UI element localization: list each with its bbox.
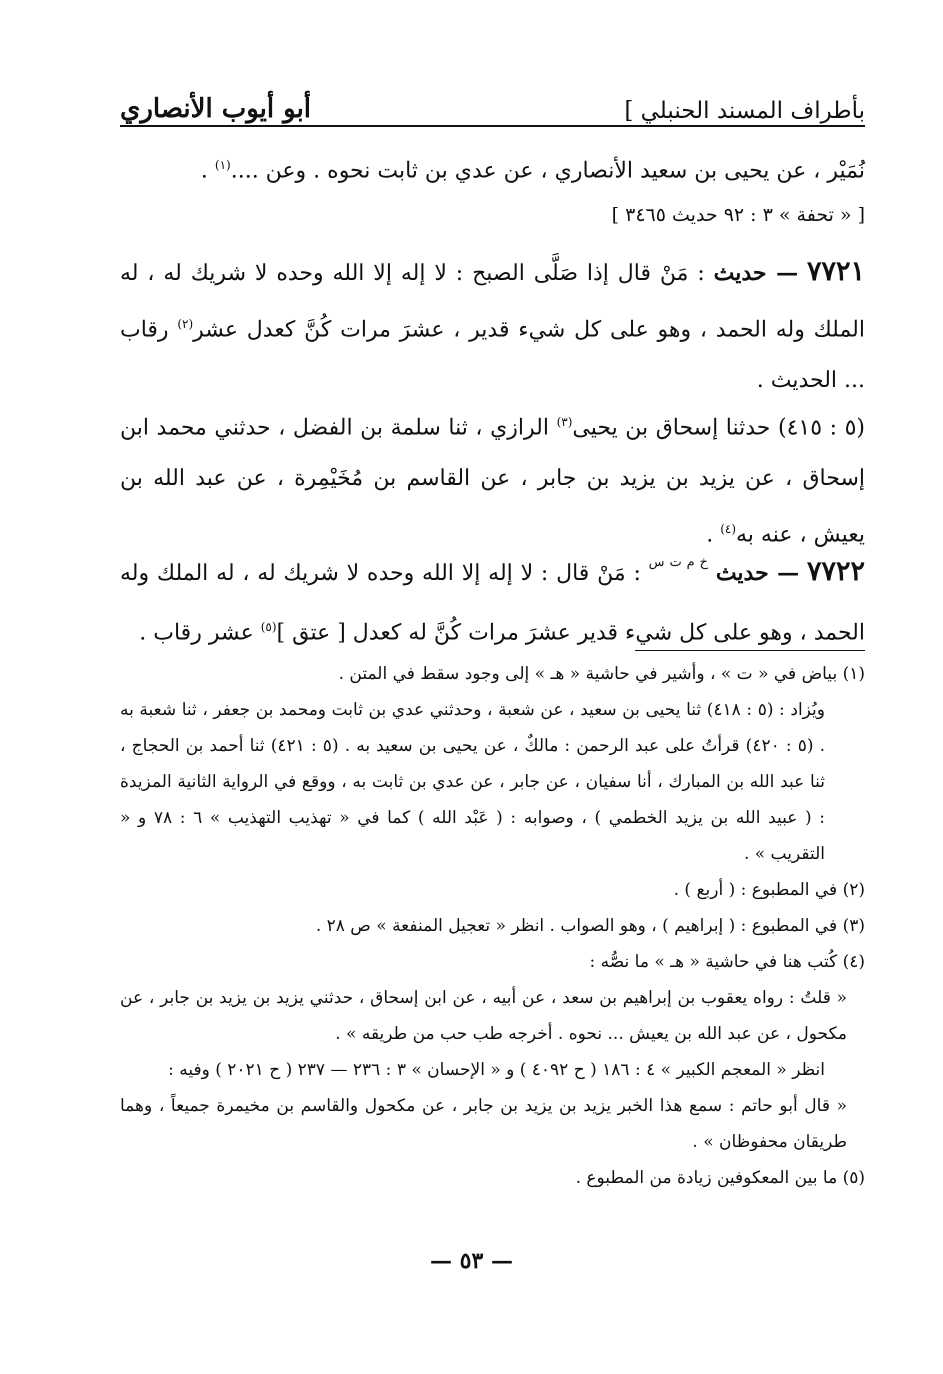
footnote-1-addition: ويُزاد : (٥ : ٤١٨) ثنا يحيى بن سعيد ، عن شعبة ، وحدثني عدي بن ثابت ومحمد بن جعفر ، ثنا شعبة به . (٥ : ٤٢٠) قرأتُ على عبد الرحمن : مالكٌ ، عن يحيى بن سعيد به . (٥ : ٤٢١) ثنا أحمد بن الحجاج ، ثنا عبد الله بن المبارك ، أنا سفيان ، عن جابر ، عن عدي بن ثابت به ، ووقع في الرواية الثانية المزيدة : ( عبيد الله بن يزيد الخطمي ) ، وصوابه : ( عَبْد الله ) كما في « تهذيب التهذيب » ٦ : ٧٨ و « التقريب » . [120, 700, 825, 864]
footnote-1: (١) بياض في « ت » ، وأشير في حاشية « هـ » إلى وجود سقط في المتن . [338, 664, 865, 684]
footnotes [120, 656, 865, 1196]
footnote-ref-5: (٥) [260, 620, 277, 634]
footnote-2: (٢) في المطبوع : ( أربع ) . [673, 880, 865, 900]
hadith-number: ٧٧٢١ [806, 256, 865, 287]
hadith-7721: ٧٧٢١ — حديث : مَنْ قال إذا صَلَّى الصبح : لا إله إلا الله وحده لا شريك له ، له الملك وله الحمد ، وهو على كل شيء قدير ، عشرَ مرات كُنَّ كعدل عشر$^{(٢)}$ رقاب ... الحديث . [120, 256, 865, 394]
footnote-4-abu-hatim: « قال أبو حاتم : سمع هذا الخبر يزيد بن يزيد بن جابر ، عن مكحول والقاسم بن مخيمرة جميعاً ، وهما طريقان محفوظان » . [120, 1096, 847, 1152]
running-header [120, 78, 865, 124]
hadith-label: حديث [713, 260, 767, 286]
page-number: — ٥٣ — [430, 1248, 513, 1274]
isnad-paragraph: (٥ : ٤١٥) حدثنا إسحاق بن يحيى$^{(٣)}$ الرازي ، ثنا سلمة بن الفضل ، حدثني محمد ابن إسحاق ، عن يزيد بن يزيد بن جابر ، عن القاسم بن مُخَيْمِرة ، عن عبد الله بن يعيش ، عنه به$^{(٤)}$ . [120, 415, 865, 548]
hadith-label: حديث [715, 560, 769, 586]
footnote-ref-2: (٢) [177, 317, 194, 331]
hadith-7722: ٧٧٢٢ — حديث $^{خ م ت س}$ : مَنْ قال : لا إله إلا الله وحده لا شريك له ، له الملك وله الحمد ، وهو على كل شيء قدير عشرَ مرات كُنَّ له كعدل [ عتق ]$^{(٥)}$ عشر رقاب . [120, 555, 865, 646]
intro-continuation: نُمَيْر ، عن يحيى بن سعيد الأنصاري ، عن عدي بن ثابت نحوه . وعن ....$^{(١)}$ . [200, 158, 865, 184]
footnote-divider [635, 650, 865, 651]
footnote-ref-1: (١) [214, 158, 231, 172]
footnote-4-quote: « قلتُ : رواه يعقوب بن إبراهيم بن سعد ، عن أبيه ، عن ابن إسحاق ، حدثني يزيد بن يزيد بن جابر ، عن مكحول ، عن عبد الله بن يعيش ... نحوه . أخرجه طب حب من طريقه » . [120, 988, 847, 1044]
header-section-title: أبو أيوب الأنصاري [120, 94, 312, 124]
footnote-4-reference: انظر « المعجم الكبير » ٤ : ١٨٦ ( ح ٤٠٩٢ ) و « الإحسان » ٣ : ٢٣٦ — ٢٣٧ ( ح ٢٠٢١ ) وفيه : [168, 1060, 825, 1080]
header-book-title: بأطراف المسند الحنبلي ] [624, 98, 865, 124]
footnote-ref-3: (٣) [556, 415, 573, 429]
footnote-5: (٥) ما بين المعكوفين زيادة من المطبوع . [575, 1168, 865, 1188]
footnote-3: (٣) في المطبوع : ( إبراهيم ) ، وهو الصواب . انظر « تعجيل المنفعة » ص ٢٨ . [315, 916, 865, 936]
tuhfa-reference: [ « تحفة » ٣ : ٩٢ حديث ٣٤٦٥ ] [611, 204, 865, 226]
footnote-ref-4: (٤) [720, 522, 737, 537]
header-rule [120, 125, 865, 127]
footnote-4: (٤) كُتب هنا في حاشية « هـ » ما نصُّه : [589, 952, 865, 972]
hadith-number: ٧٧٢٢ [806, 556, 865, 587]
source-symbols: خ م ت س [648, 555, 709, 570]
